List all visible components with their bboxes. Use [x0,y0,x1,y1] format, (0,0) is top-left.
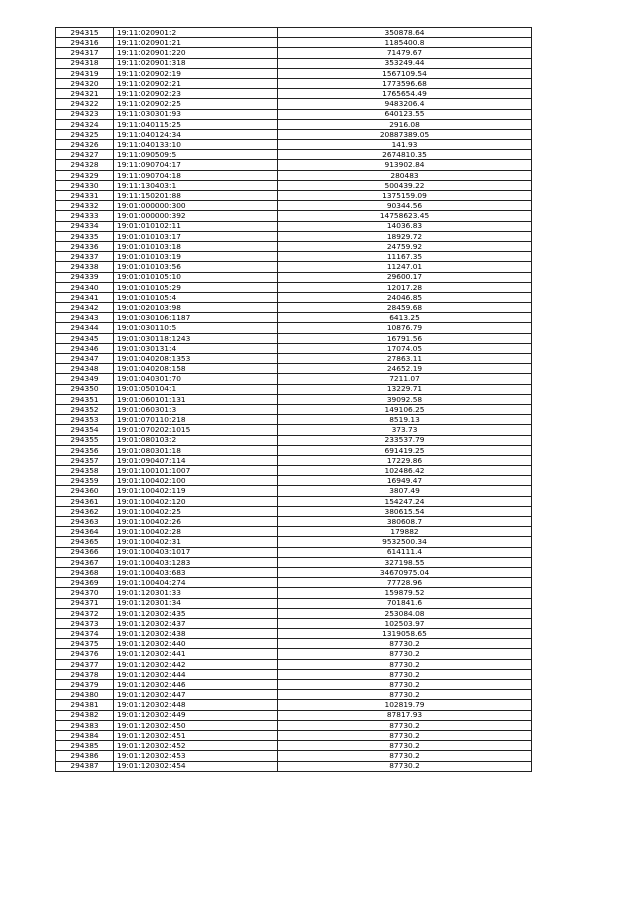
table-row [56,109,532,119]
cadastral-number-cell: 19:01:100402:25 [114,506,278,516]
table-row [56,394,532,404]
table-row [56,629,532,639]
table-row [56,455,532,465]
amount-cell: 154247.24 [278,496,532,506]
table-row [56,211,532,221]
row-number-cell: 294349 [56,374,114,384]
amount-cell: 1765654.49 [278,89,532,99]
table-row [56,404,532,414]
amount-cell: 87730.2 [278,751,532,761]
amount-cell: 13229.71 [278,384,532,394]
amount-cell: 87730.2 [278,720,532,730]
table-row [56,486,532,496]
amount-cell: 253084.08 [278,608,532,618]
row-number-cell: 294370 [56,588,114,598]
table-row [56,150,532,160]
amount-cell: 16949.47 [278,476,532,486]
table-row [56,282,532,292]
table-row [56,761,532,771]
row-number-cell: 294361 [56,496,114,506]
table-row [56,38,532,48]
row-number-cell: 294328 [56,160,114,170]
table-row [56,374,532,384]
amount-cell: 141.93 [278,140,532,150]
table-row [56,364,532,374]
cadastral-number-cell: 19:01:120301:34 [114,598,278,608]
row-number-cell: 294368 [56,567,114,577]
row-number-cell: 294335 [56,231,114,241]
row-number-cell: 294379 [56,680,114,690]
row-number-cell: 294327 [56,150,114,160]
cadastral-number-cell: 19:01:100402:119 [114,486,278,496]
amount-cell: 16791.56 [278,333,532,343]
amount-cell: 2916.08 [278,119,532,129]
row-number-cell: 294317 [56,48,114,58]
row-number-cell: 294362 [56,506,114,516]
amount-cell: 90344.56 [278,201,532,211]
table-row [56,333,532,343]
amount-cell: 77728.96 [278,578,532,588]
row-number-cell: 294382 [56,710,114,720]
row-number-cell: 294372 [56,608,114,618]
row-number-cell: 294353 [56,415,114,425]
cadastral-number-cell: 19:11:020901:220 [114,48,278,58]
cadastral-number-cell: 19:01:080301:18 [114,445,278,455]
table-row [56,425,532,435]
table-row [56,547,532,557]
amount-cell: 87730.2 [278,690,532,700]
amount-cell: 29600.17 [278,272,532,282]
table-row [56,415,532,425]
row-number-cell: 294357 [56,455,114,465]
row-number-cell: 294337 [56,252,114,262]
amount-cell: 10876.79 [278,323,532,333]
cadastral-number-cell: 19:11:130403:1 [114,180,278,190]
cadastral-number-cell: 19:01:120302:454 [114,761,278,771]
table-row [56,445,532,455]
row-number-cell: 294334 [56,221,114,231]
cadastral-number-cell: 19:01:060101:131 [114,394,278,404]
cadastral-number-cell: 19:01:120302:442 [114,659,278,669]
cadastral-number-cell: 19:11:020901:318 [114,58,278,68]
table-row [56,496,532,506]
amount-cell: 353249.44 [278,58,532,68]
table-row [56,466,532,476]
amount-cell: 9483206.4 [278,99,532,109]
row-number-cell: 294385 [56,741,114,751]
table-row [56,68,532,78]
cadastral-number-cell: 19:01:010105:29 [114,282,278,292]
cadastral-number-cell: 19:01:120302:451 [114,730,278,740]
amount-cell: 380615.54 [278,506,532,516]
cadastral-number-cell: 19:01:100402:100 [114,476,278,486]
table-row [56,730,532,740]
row-number-cell: 294355 [56,435,114,445]
amount-cell: 11247.01 [278,262,532,272]
amount-cell: 102819.79 [278,700,532,710]
cadastral-number-cell: 19:01:010103:56 [114,262,278,272]
row-number-cell: 294367 [56,557,114,567]
row-number-cell: 294339 [56,272,114,282]
table-row [56,669,532,679]
table-body [56,28,532,772]
table-row [56,588,532,598]
amount-cell: 87730.2 [278,669,532,679]
cadastral-number-cell: 19:11:040124:34 [114,129,278,139]
row-number-cell: 294322 [56,99,114,109]
cadastral-number-cell: 19:01:120301:33 [114,588,278,598]
cadastral-number-cell: 19:01:100403:1283 [114,557,278,567]
cadastral-number-cell: 19:01:100403:1017 [114,547,278,557]
cadastral-number-cell: 19:11:030301:93 [114,109,278,119]
amount-cell: 233537.79 [278,435,532,445]
cadastral-number-cell: 19:01:010105:10 [114,272,278,282]
row-number-cell: 294384 [56,730,114,740]
cadastral-number-cell: 19:01:050104:1 [114,384,278,394]
row-number-cell: 294366 [56,547,114,557]
cadastral-number-cell: 19:01:010103:19 [114,252,278,262]
amount-cell: 14758623.45 [278,211,532,221]
table-row [56,58,532,68]
amount-cell: 87730.2 [278,741,532,751]
row-number-cell: 294352 [56,404,114,414]
amount-cell: 27863.11 [278,354,532,364]
table-row [56,567,532,577]
table-row [56,272,532,282]
table-row [56,191,532,201]
row-number-cell: 294374 [56,629,114,639]
table-row [56,221,532,231]
table-row [56,537,532,547]
table-row [56,313,532,323]
cadastral-number-cell: 19:01:010102:11 [114,221,278,231]
table-row [56,527,532,537]
table-row [56,751,532,761]
cadastral-number-cell: 19:01:040208:1353 [114,354,278,364]
amount-cell: 380608.7 [278,517,532,527]
row-number-cell: 294378 [56,669,114,679]
amount-cell: 17074.05 [278,343,532,353]
amount-cell: 87730.2 [278,680,532,690]
row-number-cell: 294330 [56,180,114,190]
cadastral-number-cell: 19:01:020103:98 [114,303,278,313]
cadastral-number-cell: 19:01:120302:449 [114,710,278,720]
cadastral-number-cell: 19:11:150201:88 [114,191,278,201]
amount-cell: 8519.13 [278,415,532,425]
amount-cell: 1375159.09 [278,191,532,201]
table-row [56,384,532,394]
table-row [56,557,532,567]
table-row [56,680,532,690]
table-row [56,517,532,527]
cadastral-number-cell: 19:01:040208:158 [114,364,278,374]
row-number-cell: 294369 [56,578,114,588]
row-number-cell: 294332 [56,201,114,211]
amount-cell: 350878.64 [278,28,532,38]
row-number-cell: 294381 [56,700,114,710]
cadastral-number-cell: 19:01:120302:441 [114,649,278,659]
row-number-cell: 294325 [56,129,114,139]
amount-cell: 159879.52 [278,588,532,598]
table-row [56,201,532,211]
table-row [56,140,532,150]
table-row [56,99,532,109]
row-number-cell: 294364 [56,527,114,537]
table-row [56,252,532,262]
amount-cell: 9532500.34 [278,537,532,547]
cadastral-number-cell: 19:01:120302:437 [114,618,278,628]
row-number-cell: 294347 [56,354,114,364]
row-number-cell: 294350 [56,384,114,394]
row-number-cell: 294346 [56,343,114,353]
amount-cell: 24652.19 [278,364,532,374]
cadastral-number-cell: 19:11:020901:2 [114,28,278,38]
row-number-cell: 294326 [56,140,114,150]
amount-cell: 39092.58 [278,394,532,404]
amount-cell: 87730.2 [278,659,532,669]
cadastral-number-cell: 19:01:090407:114 [114,455,278,465]
amount-cell: 71479.67 [278,48,532,58]
cadastral-number-cell: 19:11:020902:23 [114,89,278,99]
data-table [55,27,532,772]
table-row [56,690,532,700]
amount-cell: 1773596.68 [278,78,532,88]
cadastral-number-cell: 19:01:120302:447 [114,690,278,700]
cadastral-number-cell: 19:01:010103:17 [114,231,278,241]
row-number-cell: 294338 [56,262,114,272]
table-row [56,700,532,710]
cadastral-number-cell: 19:01:100402:120 [114,496,278,506]
row-number-cell: 294315 [56,28,114,38]
table-row [56,343,532,353]
amount-cell: 280483 [278,170,532,180]
table-row [56,598,532,608]
row-number-cell: 294342 [56,303,114,313]
row-number-cell: 294356 [56,445,114,455]
cadastral-number-cell: 19:01:100402:26 [114,517,278,527]
table-row [56,720,532,730]
cadastral-number-cell: 19:01:120302:435 [114,608,278,618]
amount-cell: 102503.97 [278,618,532,628]
table-row [56,180,532,190]
amount-cell: 1185400.8 [278,38,532,48]
cadastral-number-cell: 19:01:100404:274 [114,578,278,588]
amount-cell: 373.73 [278,425,532,435]
amount-cell: 701841.6 [278,598,532,608]
row-number-cell: 294376 [56,649,114,659]
table-row [56,354,532,364]
row-number-cell: 294358 [56,466,114,476]
cadastral-number-cell: 19:01:070202:1015 [114,425,278,435]
amount-cell: 500439.22 [278,180,532,190]
amount-cell: 179882 [278,527,532,537]
table-row [56,659,532,669]
amount-cell: 87730.2 [278,761,532,771]
row-number-cell: 294324 [56,119,114,129]
table-row [56,649,532,659]
amount-cell: 12017.28 [278,282,532,292]
table-row [56,618,532,628]
row-number-cell: 294354 [56,425,114,435]
table-row [56,262,532,272]
table-row [56,303,532,313]
row-number-cell: 294383 [56,720,114,730]
table-row [56,170,532,180]
cadastral-number-cell: 19:11:090509:5 [114,150,278,160]
table-row [56,578,532,588]
row-number-cell: 294321 [56,89,114,99]
cadastral-number-cell: 19:01:010105:4 [114,292,278,302]
cadastral-number-cell: 19:01:030118:1243 [114,333,278,343]
row-number-cell: 294331 [56,191,114,201]
cadastral-number-cell: 19:01:120302:450 [114,720,278,730]
cadastral-number-cell: 19:01:100402:31 [114,537,278,547]
table-row [56,78,532,88]
amount-cell: 34670975.04 [278,567,532,577]
cadastral-number-cell: 19:01:070110:218 [114,415,278,425]
cadastral-number-cell: 19:01:100402:28 [114,527,278,537]
cadastral-number-cell: 19:01:120302:446 [114,680,278,690]
cadastral-number-cell: 19:01:040301:70 [114,374,278,384]
row-number-cell: 294375 [56,639,114,649]
row-number-cell: 294360 [56,486,114,496]
row-number-cell: 294341 [56,292,114,302]
cadastral-number-cell: 19:11:020902:19 [114,68,278,78]
amount-cell: 614111.4 [278,547,532,557]
row-number-cell: 294373 [56,618,114,628]
amount-cell: 24759.92 [278,241,532,251]
amount-cell: 640123.55 [278,109,532,119]
amount-cell: 11167.35 [278,252,532,262]
row-number-cell: 294320 [56,78,114,88]
amount-cell: 691419.25 [278,445,532,455]
cadastral-number-cell: 19:01:120302:453 [114,751,278,761]
table-row [56,608,532,618]
amount-cell: 7211.07 [278,374,532,384]
row-number-cell: 294387 [56,761,114,771]
table-row [56,476,532,486]
row-number-cell: 294380 [56,690,114,700]
row-number-cell: 294348 [56,364,114,374]
table-row [56,231,532,241]
row-number-cell: 294371 [56,598,114,608]
cadastral-number-cell: 19:01:000000:392 [114,211,278,221]
table-row [56,506,532,516]
cadastral-number-cell: 19:01:120302:452 [114,741,278,751]
cadastral-number-cell: 19:11:090704:17 [114,160,278,170]
amount-cell: 6413.25 [278,313,532,323]
cadastral-number-cell: 19:01:100403:683 [114,567,278,577]
table-row [56,710,532,720]
table-row [56,292,532,302]
table-row [56,119,532,129]
row-number-cell: 294316 [56,38,114,48]
row-number-cell: 294365 [56,537,114,547]
row-number-cell: 294343 [56,313,114,323]
row-number-cell: 294333 [56,211,114,221]
table-row [56,28,532,38]
row-number-cell: 294323 [56,109,114,119]
cadastral-number-cell: 19:01:000000:300 [114,201,278,211]
table-row [56,160,532,170]
row-number-cell: 294345 [56,333,114,343]
amount-cell: 2674810.35 [278,150,532,160]
amount-cell: 102486.42 [278,466,532,476]
cadastral-number-cell: 19:01:080103:2 [114,435,278,445]
cadastral-number-cell: 19:01:100101:1007 [114,466,278,476]
cadastral-number-cell: 19:11:040133:10 [114,140,278,150]
table-row [56,89,532,99]
table-row [56,741,532,751]
amount-cell: 3807.49 [278,486,532,496]
amount-cell: 1319058.65 [278,629,532,639]
row-number-cell: 294359 [56,476,114,486]
row-number-cell: 294336 [56,241,114,251]
amount-cell: 1567109.54 [278,68,532,78]
amount-cell: 87730.2 [278,730,532,740]
table-row [56,435,532,445]
amount-cell: 149106.25 [278,404,532,414]
amount-cell: 87730.2 [278,649,532,659]
amount-cell: 17229.86 [278,455,532,465]
row-number-cell: 294363 [56,517,114,527]
amount-cell: 327198.55 [278,557,532,567]
cadastral-number-cell: 19:11:020902:21 [114,78,278,88]
table-row [56,323,532,333]
row-number-cell: 294318 [56,58,114,68]
cadastral-number-cell: 19:01:030110:5 [114,323,278,333]
row-number-cell: 294377 [56,659,114,669]
amount-cell: 28459.68 [278,303,532,313]
cadastral-number-cell: 19:11:020901:21 [114,38,278,48]
table-row [56,48,532,58]
cadastral-number-cell: 19:01:120302:438 [114,629,278,639]
cadastral-number-cell: 19:11:040115:25 [114,119,278,129]
row-number-cell: 294319 [56,68,114,78]
table-row [56,241,532,251]
row-number-cell: 294329 [56,170,114,180]
amount-cell: 18929.72 [278,231,532,241]
row-number-cell: 294340 [56,282,114,292]
cadastral-number-cell: 19:01:120302:448 [114,700,278,710]
amount-cell: 14036.83 [278,221,532,231]
table-row [56,129,532,139]
row-number-cell: 294344 [56,323,114,333]
cadastral-number-cell: 19:11:090704:18 [114,170,278,180]
amount-cell: 20887389.05 [278,129,532,139]
cadastral-number-cell: 19:01:120302:440 [114,639,278,649]
amount-cell: 87730.2 [278,639,532,649]
cadastral-number-cell: 19:11:020902:25 [114,99,278,109]
cadastral-number-cell: 19:01:030106:1187 [114,313,278,323]
amount-cell: 87817.93 [278,710,532,720]
cadastral-number-cell: 19:01:060301:3 [114,404,278,414]
amount-cell: 913902.84 [278,160,532,170]
table-row [56,639,532,649]
amount-cell: 24046.85 [278,292,532,302]
cadastral-number-cell: 19:01:120302:444 [114,669,278,679]
cadastral-number-cell: 19:01:030131:4 [114,343,278,353]
cadastral-number-cell: 19:01:010103:18 [114,241,278,251]
row-number-cell: 294386 [56,751,114,761]
row-number-cell: 294351 [56,394,114,404]
